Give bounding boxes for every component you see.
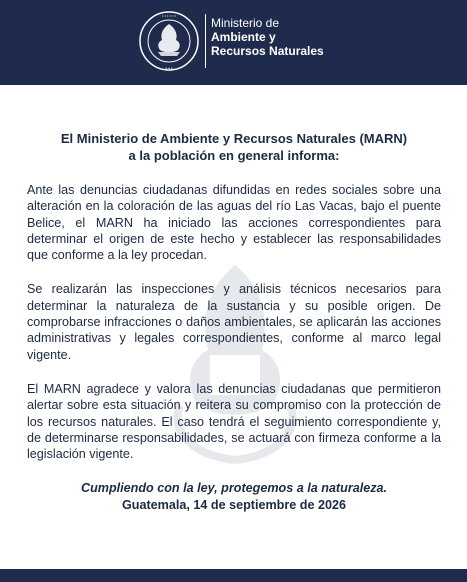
ministry-name-line1: Ministerio de bbox=[211, 16, 280, 30]
statement-paragraph-3: El MARN agradece y valora las denuncias ciudadanas que permitieron alertar sobre esta situación y reitera su compromiso con la protección de los recursos naturales. El caso tendrá el seguimiento correspondiente y, de determinarse responsabilidades, se actuará con firmeza conforme a la legislación vigente. bbox=[27, 381, 441, 462]
statement-heading bbox=[27, 130, 441, 164]
ministry-logotype bbox=[211, 16, 361, 58]
statement-paragraph-1: Ante las denuncias ciudadanas difundidas en redes sociales sobre una alteración en la coloración de las aguas del río Las Vacas, bajo el puente Belice, el MARN ha iniciado las acciones correspondientes para determinar el origen de este hecho y establecer las responsabilidades que conforme a la ley procedan. bbox=[27, 183, 441, 263]
footer-bar bbox=[0, 569, 467, 582]
header-banner bbox=[0, 0, 467, 85]
statement-paragraph-2: Se realizarán las inspecciones y análisis técnicos necesarios para determinar la naturaleza de la sustancia y su posible origen. De comprobarse infracciones o daños ambientales, se aplicarán las acciones administrativas y legales correspondientes, conforme al marco legal vigente. bbox=[27, 282, 441, 362]
closing-motto: Cumpliendo con la ley, protegemos a la naturaleza. bbox=[80, 481, 388, 496]
statement-heading-line2: a la población en general informa: bbox=[128, 148, 340, 163]
closing-place-date: Guatemala, 14 de septiembre de 2026 bbox=[121, 498, 346, 513]
statement-heading-line1: El Ministerio de Ambiente y Recursos Naturales (MARN) bbox=[60, 131, 408, 146]
statement-closing bbox=[27, 480, 441, 514]
svg-text:• • • • • •: • • • • • • bbox=[162, 13, 176, 18]
svg-text:• • •: • • • bbox=[165, 66, 173, 71]
ministry-name-line2: Ambiente y bbox=[211, 30, 276, 44]
press-statement bbox=[27, 130, 441, 514]
guatemala-seal-icon bbox=[138, 8, 200, 74]
ministry-name-line3: Recursos Naturales bbox=[211, 44, 324, 58]
header-divider bbox=[205, 14, 206, 68]
